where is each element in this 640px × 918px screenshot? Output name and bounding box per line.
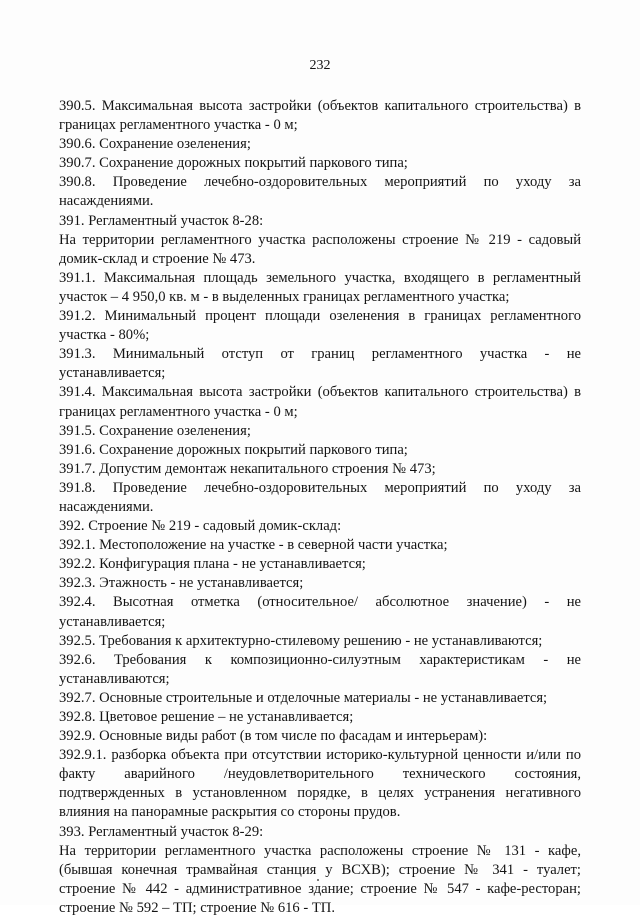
paragraph-392-8: 392.8. Цветовое решение – не устанавливается; bbox=[59, 709, 354, 725]
scan-speck bbox=[317, 879, 319, 881]
heading-393: 393. Регламентный участок 8-29: bbox=[59, 823, 264, 840]
paragraph-391-7: 391.7. Допустим демонтаж некапитального строения № 473; bbox=[59, 460, 436, 477]
paragraph-390-8: 390.8. Проведение лечебно-оздоровительных мероприятий по уходу за насаждениями. bbox=[59, 174, 581, 210]
page-number: 232 bbox=[309, 58, 331, 73]
paragraph-392-2: 392.2. Конфигурация плана - не устанавливается; bbox=[59, 556, 366, 573]
paragraph-390-7: 390.7. Сохранение дорожных покрытий паркового типа; bbox=[59, 155, 408, 172]
paragraph-391-2: 391.2. Минимальный процент площади озеленения в границах регламентного участка - 80%; bbox=[59, 308, 581, 344]
paragraph-391-3: 391.3. Минимальный отступ от границ регламентного участка - не устанавливается; bbox=[59, 346, 581, 382]
paragraph-392-5: 392.5. Требования к архитектурно-стилевому решению - не устанавливаются; bbox=[59, 632, 543, 649]
paragraph-391-4: 391.4. Максимальная высота застройки (объектов капитального строительства) в границах регламентного участка - 0 м; bbox=[59, 384, 581, 420]
paragraph-391-1: 391.1. Максимальная площадь земельного участка, входящего в регламентный участок – 4 950,0 кв. м - в выделенных границах регламентного участка; bbox=[59, 269, 581, 305]
heading-391: 391. Регламентный участок 8-28: bbox=[59, 212, 264, 229]
paragraph-391-5: 391.5. Сохранение озеленения; bbox=[59, 422, 251, 439]
heading-392: 392. Строение № 219 - садовый домик-склад: bbox=[59, 518, 342, 535]
paragraph-390-5: 390.5. Максимальная высота застройки (объектов капитального строительства) в границах регламентного участка - 0 м; bbox=[59, 98, 581, 134]
paragraph-392-7: 392.7. Основные строительные и отделочные материалы - не устанавливается; bbox=[59, 689, 548, 706]
paragraph-391-8: 391.8. Проведение лечебно-оздоровительных мероприятий по уходу за насаждениями. bbox=[59, 479, 581, 515]
paragraph-390-6: 390.6. Сохранение озеленения; bbox=[59, 136, 251, 153]
paragraph-393-intro: На территории регламентного участка расположены строение № 131 - кафе, (бывшая конечная трамвайная станция у ВСХВ); строение № 341 - туалет; строение № 442 - административное здание; строение № 547 - кафе-ресторан; строение № 592 – ТП; строение № 616 - ТП. bbox=[59, 842, 581, 916]
paragraph-392-4: 392.4. Высотная отметка (относительное/ абсолютное значение) - не устанавливается; bbox=[59, 594, 581, 630]
paragraph-391-6: 391.6. Сохранение дорожных покрытий паркового типа; bbox=[59, 441, 408, 458]
paragraph-392-1: 392.1. Местоположение на участке - в северной части участка; bbox=[59, 537, 448, 554]
paragraph-392-9: 392.9. Основные виды работ (в том числе по фасадам и интерьерам): bbox=[59, 728, 488, 745]
paragraph-391-intro: На территории регламентного участка расположены строение № 219 - садовый домик-склад и строение № 473. bbox=[59, 231, 581, 267]
document-body bbox=[59, 97, 581, 918]
paragraph-392-3: 392.3. Этажность - не устанавливается; bbox=[59, 575, 304, 592]
paragraph-392-9-1: 392.9.1. разборка объекта при отсутствии историко-культурной ценности и/или по факту аварийного /неудовлетворительного технического состояния, подтвержденных в установленном порядке, в целях устранения негативного влияния на панорамные раскрытия со стороны прудов. bbox=[59, 747, 581, 821]
paragraph-392-6: 392.6. Требования к композиционно-силуэтным характеристикам - не устанавливаются; bbox=[59, 651, 581, 687]
